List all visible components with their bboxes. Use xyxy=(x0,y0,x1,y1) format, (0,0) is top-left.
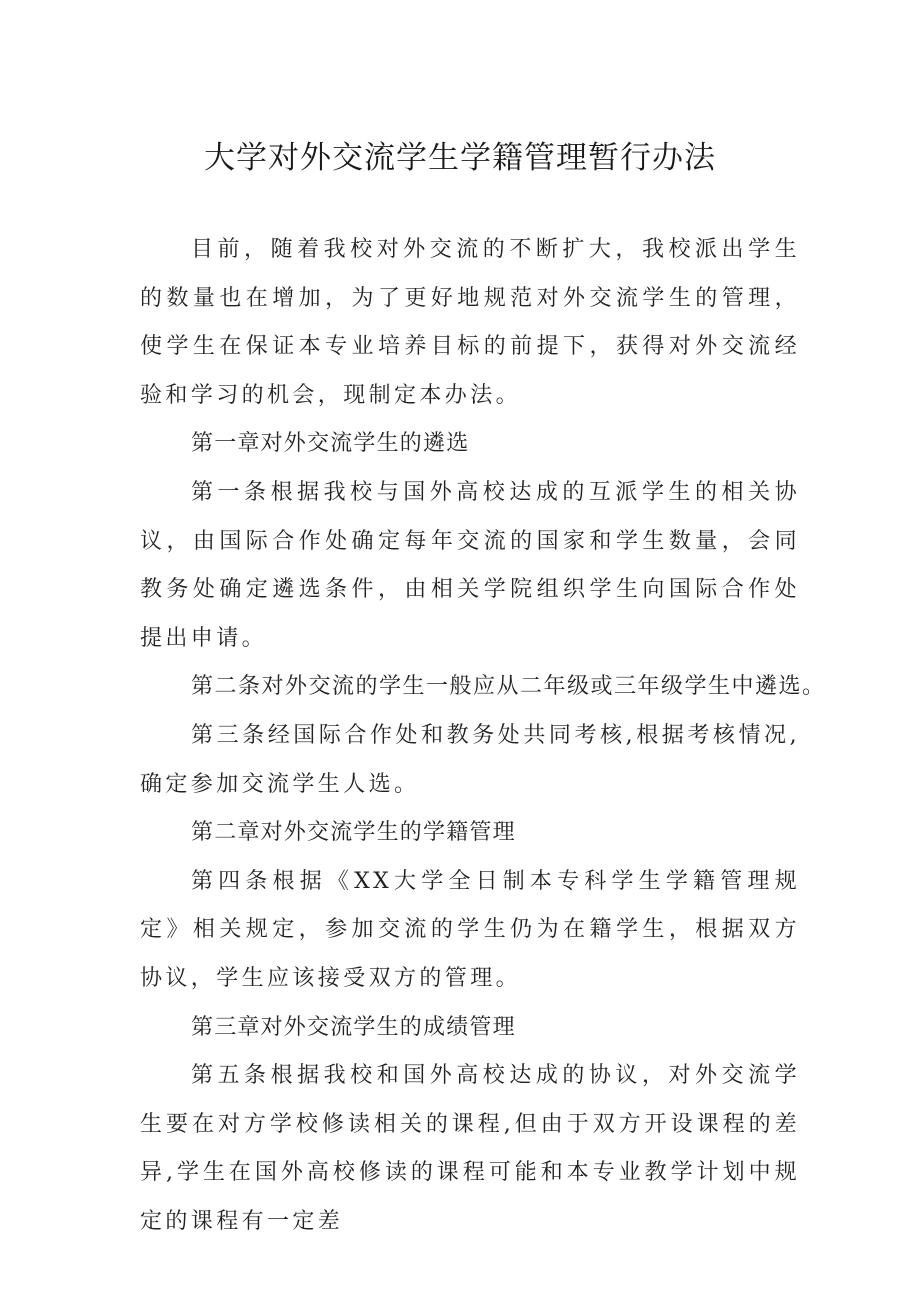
chapter-3-heading: 第三章对外交流学生的成绩管理 xyxy=(191,1014,516,1040)
intro-paragraph: 目前，随着我校对外交流的不断扩大，我校派出学生的数量也在增加，为了更好地规范对外交流学生的管理，使学生在保证本专业培养目标的前提下，获得对外交流经验和学习的机会，现制定本办法。 xyxy=(140,237,800,408)
chapter-1-heading: 第一章对外交流学生的遴选 xyxy=(191,431,470,457)
chapter-2-heading: 第二章对外交流学生的学籍管理 xyxy=(191,820,516,846)
document-title: 大学对外交流学生学籍管理暂行办法 xyxy=(204,140,716,176)
document-body xyxy=(140,226,826,1246)
article-2-paragraph: 第二条对外交流的学生一般应从二年级或三年级学生中遴选。 xyxy=(191,674,826,700)
article-1-paragraph: 第一条根据我校与国外高校达成的互派学生的相关协议，由国际合作处确定每年交流的国家和学生数量，会同教务处确定遴选条件，由相关学院组织学生向国际合作处提出申请。 xyxy=(140,479,800,651)
article-5-paragraph: 第五条根据我校和国外高校达成的协议，对外交流学生要在对方学校修读相关的课程,但由于双方开设课程的差异,学生在国外高校修读的课程可能和本专业教学计划中规定的课程有一定差 xyxy=(140,1063,800,1234)
article-4-paragraph: 第四条根据《XX大学全日制本专科学生学籍管理规定》相关规定，参加交流的学生仍为在籍学生，根据双方协议，学生应该接受双方的管理。 xyxy=(140,868,800,991)
article-3-paragraph: 第三条经国际合作处和教务处共同考核,根据考核情况,确定参加交流学生人选。 xyxy=(140,722,800,797)
